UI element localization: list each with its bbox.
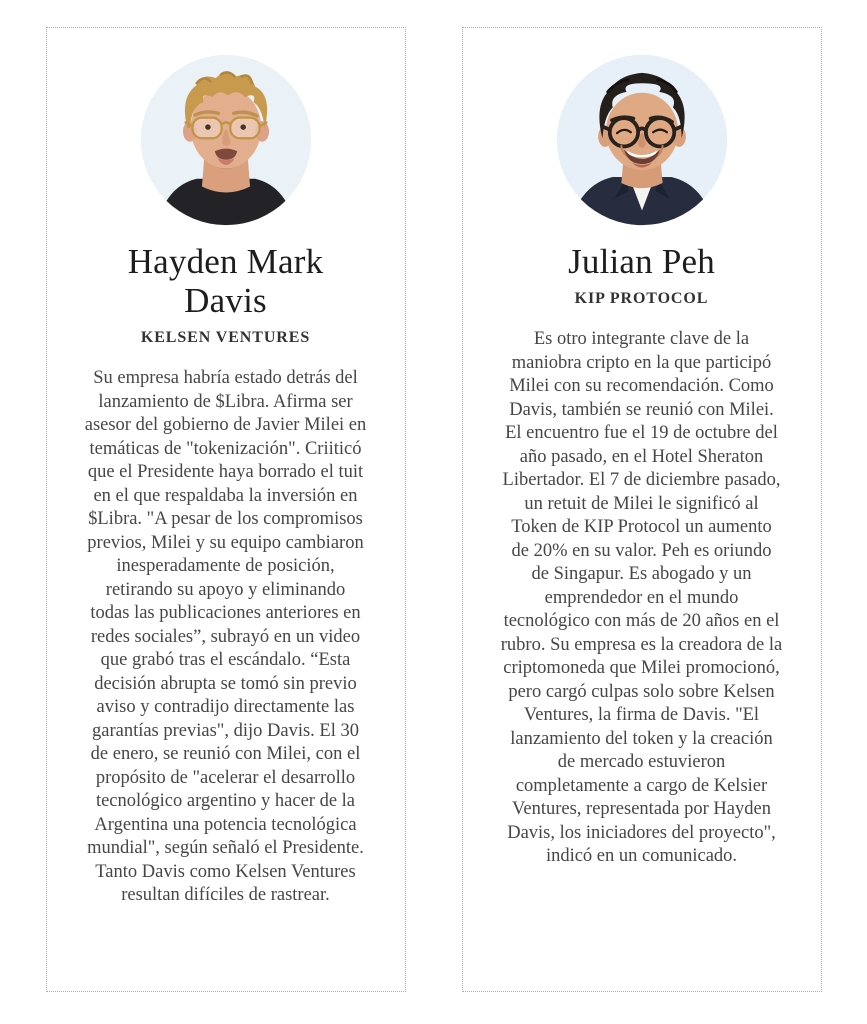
bio-text-davis: Su empresa habría estado detrás del lanzamiento de $Libra. Afirma ser asesor del gobierno de Javier Milei en temáticas de "tokenización". Criiticó que el Presidente haya borrado el tuit en el que respaldaba la inversión en $Libra. "A pesar de los compromisos previos, Milei y su equipo cambiaron inesperadamente de posición, retirando su apoyo y eliminando todas las publicaciones anteriores en redes sociales”, subrayó en un video que grabó tras el escándalo. “Esta decisión abrupta se tomó sin previo aviso y contradijo directamente las garantías previas", dijo Davis. El 30 de enero, se reunió con Milei, con el propósito de "acelerar el desarrollo tecnológico argentino y hacer de la Argentina una potencia tecnológica mundial", según señaló el Presidente. Tanto Davis como Kelsen Ventures resultan difíciles de rastrear. — [84, 368, 367, 906]
person-name-peh: Julian Peh — [568, 242, 715, 281]
company-label-davis: KELSEN VENTURES — [140, 329, 311, 347]
person-name-davis: Hayden Mark Davis — [127, 242, 324, 321]
hayden-davis-portrait-photo — [140, 54, 312, 226]
bio-text-peh: Es otro integrante clave de la maniobra cripto en la que participó Milei con su recomendación. Como Davis, también se reunió con Milei. El encuentro fue el 19 de octubre del año pasado, en el Hotel Sheraton Libertador. El 7 de diciembre pasado, un retuit de Milei le significó al Token de KIP Protocol un aumento de 20% en su valor. Peh es oriundo de Singapur. Es abogado y un emprendedor en el mundo tecnológico con más de 20 años en el rubro. Su empresa es la creadora de la criptomoneda que Milei promocionó, pero cargó culpas solo sobre Kelsen Ventures, la firma de Davis. "El lanzamiento del token y la creación de mercado estuvieron completamente a cargo de Kelsier Ventures, representada por Hayden Davis, los iniciadores del proyecto", indicó en un comunicado. — [500, 329, 783, 867]
company-label-peh: KIP PROTOCOL — [574, 290, 709, 308]
julian-peh-portrait-photo — [556, 54, 728, 226]
profile-card-davis — [46, 27, 406, 992]
profile-card-peh — [462, 27, 822, 992]
